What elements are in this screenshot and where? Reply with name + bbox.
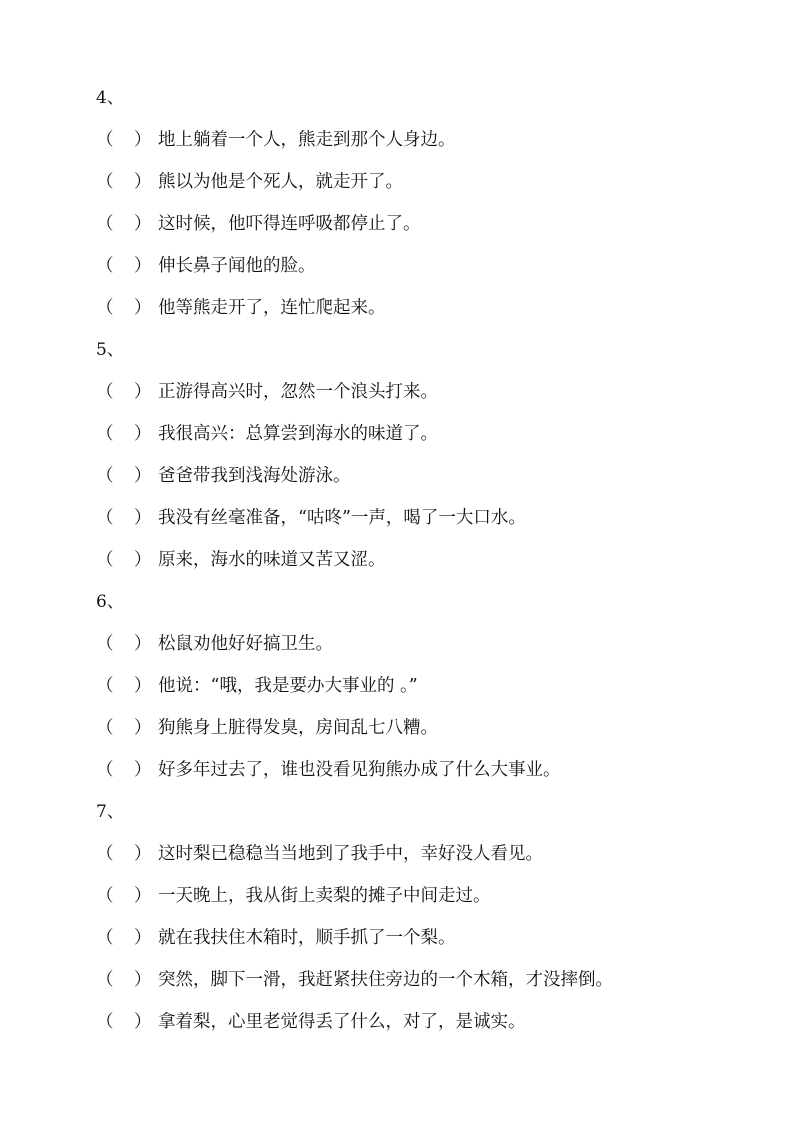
- open-parenthesis: （: [96, 844, 114, 864]
- sentence-text: 这时候，他吓得连呼吸都停止了。: [158, 214, 421, 234]
- sentence-item: [96, 126, 736, 168]
- answer-blank[interactable]: [96, 210, 158, 238]
- close-parenthesis: ）: [134, 844, 152, 864]
- exercise-number: 5、: [96, 340, 124, 360]
- answer-blank[interactable]: [96, 462, 158, 490]
- sentence-text: 狗熊身上脏得发臭，房间乱七八糟。: [158, 718, 438, 738]
- sentence-item: [96, 210, 736, 252]
- sentence-item: [96, 756, 736, 798]
- sentence-text: 熊以为他是个死人，就走开了。: [158, 172, 403, 192]
- sentence-text: 他等熊走开了，连忙爬起来。: [158, 298, 386, 318]
- sentence-item: [96, 168, 736, 210]
- answer-blank[interactable]: [96, 504, 158, 532]
- sentence-text: 地上躺着一个人，熊走到那个人身边。: [158, 130, 456, 150]
- answer-blank[interactable]: [96, 672, 158, 700]
- answer-blank[interactable]: [96, 966, 158, 994]
- sentence-text: 就在我扶住木箱时，顺手抓了一个梨。: [158, 928, 456, 948]
- close-parenthesis: ）: [134, 382, 152, 402]
- close-parenthesis: ）: [134, 718, 152, 738]
- answer-blank[interactable]: [96, 294, 158, 322]
- answer-blank[interactable]: [96, 546, 158, 574]
- close-parenthesis: ）: [134, 550, 152, 570]
- answer-blank[interactable]: [96, 168, 158, 196]
- open-parenthesis: （: [96, 466, 114, 486]
- sentence-item: [96, 840, 736, 882]
- answer-blank[interactable]: [96, 924, 158, 952]
- close-parenthesis: ）: [134, 928, 152, 948]
- sentence-ordering-exercises: [96, 84, 736, 1050]
- answer-blank[interactable]: [96, 714, 158, 742]
- sentence-text: 正游得高兴时，忽然一个浪头打来。: [158, 382, 438, 402]
- sentence-text: 我很高兴：总算尝到海水的味道了。: [158, 424, 438, 444]
- open-parenthesis: （: [96, 382, 114, 402]
- sentence-text: 一天晚上，我从街上卖梨的摊子中间走过。: [158, 886, 491, 906]
- open-parenthesis: （: [96, 424, 114, 444]
- close-parenthesis: ）: [134, 508, 152, 528]
- answer-blank[interactable]: [96, 630, 158, 658]
- open-parenthesis: （: [96, 760, 114, 780]
- sentence-item: [96, 966, 736, 1008]
- open-parenthesis: （: [96, 172, 114, 192]
- sentence-item: [96, 546, 736, 588]
- sentence-item: [96, 924, 736, 966]
- answer-blank[interactable]: [96, 1008, 158, 1036]
- close-parenthesis: ）: [134, 970, 152, 990]
- sentence-text: 爸爸带我到浅海处游泳。: [158, 466, 351, 486]
- close-parenthesis: ）: [134, 466, 152, 486]
- close-parenthesis: ）: [134, 634, 152, 654]
- close-parenthesis: ）: [134, 424, 152, 444]
- close-parenthesis: ）: [134, 256, 152, 276]
- sentence-text: 好多年过去了，谁也没看见狗熊办成了什么大事业。: [158, 760, 561, 780]
- sentence-item: [96, 714, 736, 756]
- open-parenthesis: （: [96, 634, 114, 654]
- sentence-item: [96, 672, 736, 714]
- close-parenthesis: ）: [134, 130, 152, 150]
- close-parenthesis: ）: [134, 298, 152, 318]
- sentence-item: [96, 294, 736, 336]
- close-parenthesis: ）: [134, 214, 152, 234]
- open-parenthesis: （: [96, 676, 114, 696]
- exercise-number: 7、: [96, 802, 124, 822]
- open-parenthesis: （: [96, 886, 114, 906]
- exercise-number: 4、: [96, 88, 124, 108]
- sentence-text: 他说：“哦，我是要办大事业的 。”: [158, 676, 418, 696]
- answer-blank[interactable]: [96, 756, 158, 784]
- sentence-text: 我没有丝毫准备，“咕咚”一声，喝了一大口水。: [158, 508, 526, 528]
- sentence-text: 伸长鼻子闻他的脸。: [158, 256, 316, 276]
- sentence-item: [96, 420, 736, 462]
- answer-blank[interactable]: [96, 126, 158, 154]
- open-parenthesis: （: [96, 928, 114, 948]
- sentence-text: 突然，脚下一滑，我赶紧扶住旁边的一个木箱，才没摔倒。: [158, 970, 613, 990]
- close-parenthesis: ）: [134, 172, 152, 192]
- answer-blank[interactable]: [96, 840, 158, 868]
- sentence-item: [96, 462, 736, 504]
- sentence-item: [96, 252, 736, 294]
- sentence-item: [96, 882, 736, 924]
- open-parenthesis: （: [96, 214, 114, 234]
- sentence-text: 拿着梨，心里老觉得丢了什么，对了，是诚实。: [158, 1012, 526, 1032]
- open-parenthesis: （: [96, 970, 114, 990]
- answer-blank[interactable]: [96, 882, 158, 910]
- close-parenthesis: ）: [134, 1012, 152, 1032]
- sentence-text: 这时梨已稳稳当当地到了我手中，幸好没人看见。: [158, 844, 543, 864]
- close-parenthesis: ）: [134, 760, 152, 780]
- sentence-item: [96, 630, 736, 672]
- open-parenthesis: （: [96, 130, 114, 150]
- sentence-text: 原来，海水的味道又苦又涩。: [158, 550, 386, 570]
- sentence-item: [96, 378, 736, 420]
- close-parenthesis: ）: [134, 886, 152, 906]
- sentence-item: [96, 504, 736, 546]
- answer-blank[interactable]: [96, 378, 158, 406]
- open-parenthesis: （: [96, 508, 114, 528]
- close-parenthesis: ）: [134, 676, 152, 696]
- open-parenthesis: （: [96, 256, 114, 276]
- open-parenthesis: （: [96, 718, 114, 738]
- sentence-text: 松鼠劝他好好搞卫生。: [158, 634, 333, 654]
- answer-blank[interactable]: [96, 420, 158, 448]
- answer-blank[interactable]: [96, 252, 158, 280]
- sentence-item: [96, 1008, 736, 1050]
- open-parenthesis: （: [96, 298, 114, 318]
- open-parenthesis: （: [96, 550, 114, 570]
- open-parenthesis: （: [96, 1012, 114, 1032]
- exercise-number: 6、: [96, 592, 124, 612]
